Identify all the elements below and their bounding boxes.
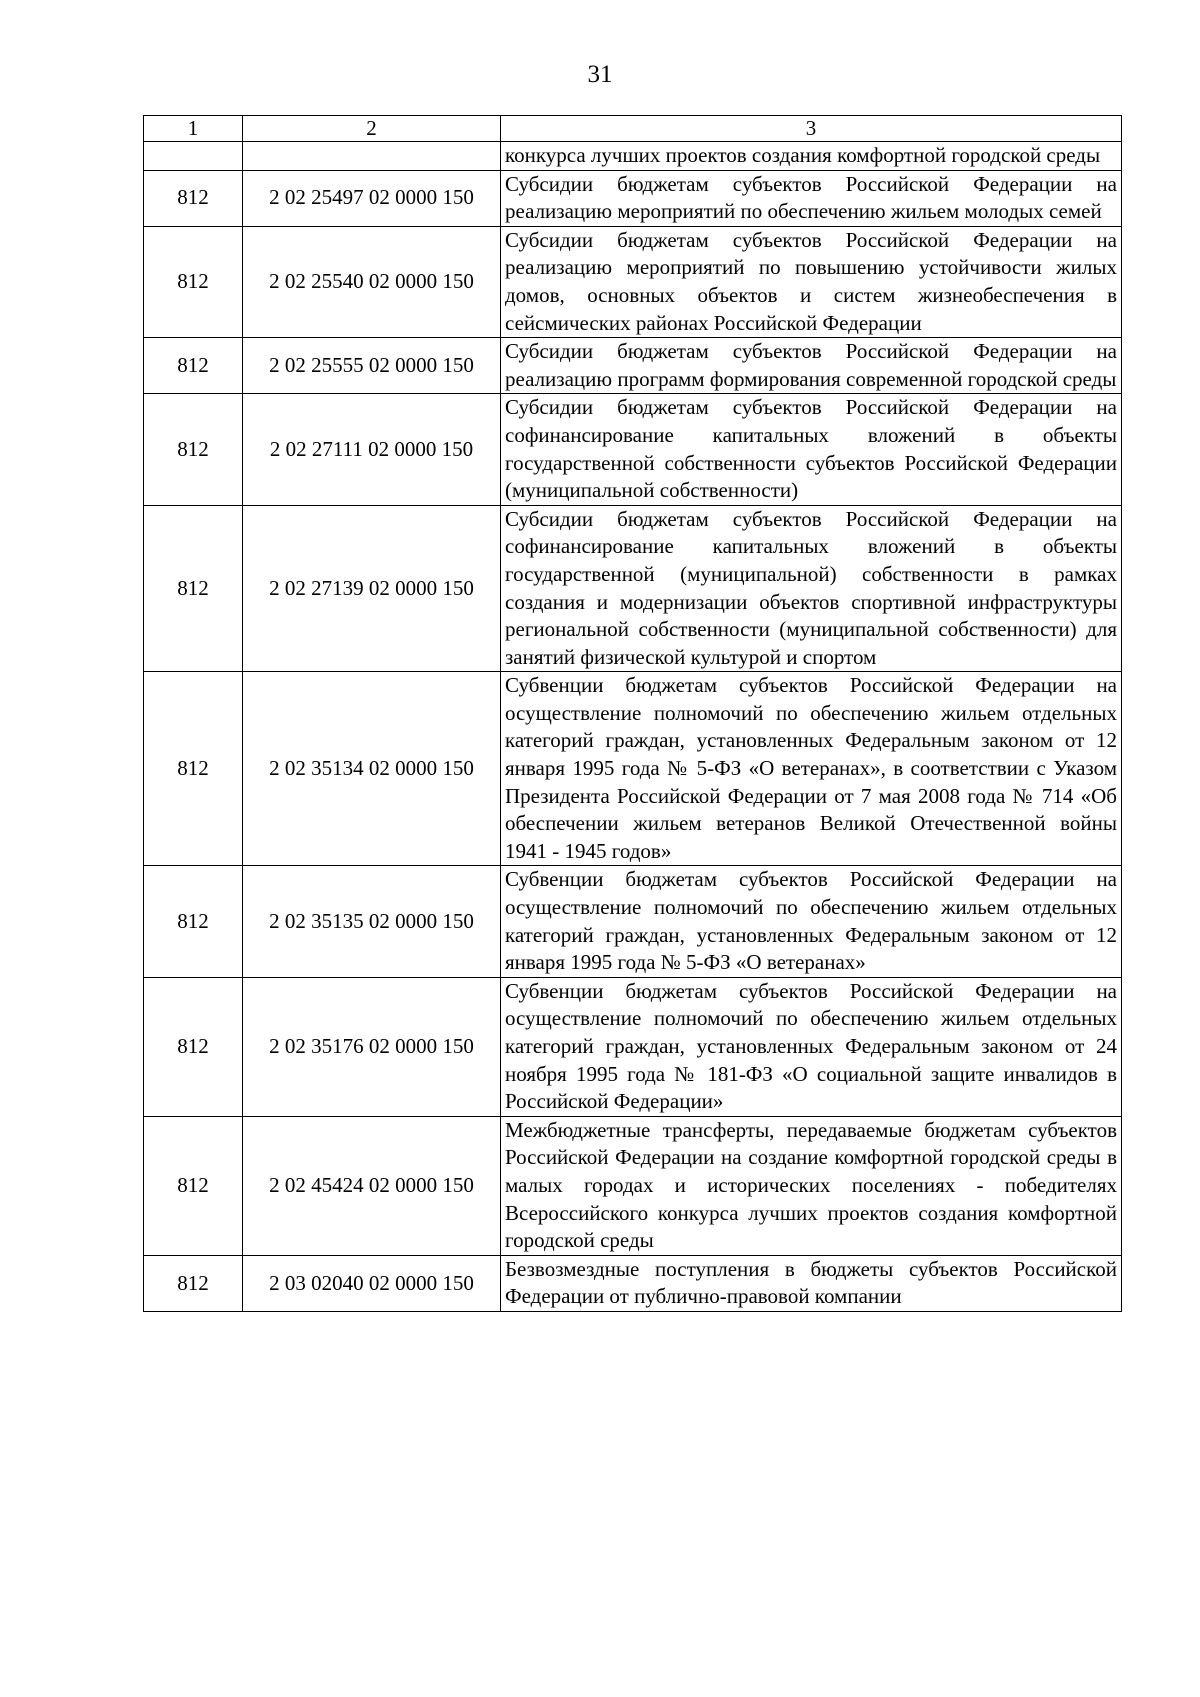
admin-code-cell: 812: [144, 394, 243, 505]
budget-code-cell: 2 02 35176 02 0000 150: [243, 977, 501, 1116]
admin-code-cell: 812: [144, 672, 243, 866]
description-cell: Субсидии бюджетам субъектов Российской Федерации на реализацию мероприятий по обеспечению жильем молодых семей: [501, 170, 1122, 226]
table-row: [144, 977, 1122, 1116]
admin-code-cell: 812: [144, 505, 243, 672]
header-col-1: 1: [144, 116, 243, 142]
budget-code-cell: 2 02 27139 02 0000 150: [243, 505, 501, 672]
budget-code-cell: 2 02 35134 02 0000 150: [243, 672, 501, 866]
admin-code-cell: 812: [144, 338, 243, 394]
budget-code-cell: 2 03 02040 02 0000 150: [243, 1255, 501, 1311]
budget-code-cell: [243, 142, 501, 171]
table-row: [144, 142, 1122, 171]
description-cell: Субсидии бюджетам субъектов Российской Федерации на софинансирование капитальных вложений в объекты государственной (муниципальной) собственности в рамках создания и модернизации объектов спортивной инфраструктуры региональной собственности (муниципальной собственности) для занятий физической культурой и спортом: [501, 505, 1122, 672]
budget-revenue-table: [143, 115, 1122, 1312]
admin-code-cell: 812: [144, 977, 243, 1116]
budget-code-cell: 2 02 45424 02 0000 150: [243, 1116, 501, 1255]
page-number: 31: [587, 61, 613, 88]
table-row: [144, 338, 1122, 394]
description-cell: Субсидии бюджетам субъектов Российской Федерации на реализацию мероприятий по повышению устойчивости жилых домов, основных объектов и систем жизнеобеспечения в сейсмических районах Российской Федерации: [501, 226, 1122, 337]
budget-code-cell: 2 02 25540 02 0000 150: [243, 226, 501, 337]
budget-code-cell: 2 02 25555 02 0000 150: [243, 338, 501, 394]
budget-code-cell: 2 02 35135 02 0000 150: [243, 866, 501, 977]
table-row: [144, 672, 1122, 866]
admin-code-cell: 812: [144, 1116, 243, 1255]
description-cell: Субвенции бюджетам субъектов Российской Федерации на осуществление полномочий по обеспечению жильем отдельных категорий граждан, установленных Федеральным законом от 12 января 1995 года № 5-ФЗ «О ветеранах»: [501, 866, 1122, 977]
description-cell: конкурса лучших проектов создания комфортной городской среды: [501, 142, 1122, 171]
table-row: [144, 505, 1122, 672]
table-row: [144, 226, 1122, 337]
table-row: [144, 1116, 1122, 1255]
description-cell: Межбюджетные трансферты, передаваемые бюджетам субъектов Российской Федерации на создание комфортной городской среды в малых городах и исторических поселениях - победителях Всероссийского конкурса лучших проектов создания комфортной городской среды: [501, 1116, 1122, 1255]
table-header-row: [144, 116, 1122, 142]
admin-code-cell: [144, 142, 243, 171]
table-row: [144, 1255, 1122, 1311]
table-row: [144, 866, 1122, 977]
description-cell: Субвенции бюджетам субъектов Российской Федерации на осуществление полномочий по обеспечению жильем отдельных категорий граждан, установленных Федеральным законом от 12 января 1995 года № 5-ФЗ «О ветеранах», в соответствии с Указом Президента Российской Федерации от 7 мая 2008 года № 714 «Об обеспечении жильем ветеранов Великой Отечественной войны 1941 - 1945 годов»: [501, 672, 1122, 866]
table-row: [144, 170, 1122, 226]
description-cell: Безвозмездные поступления в бюджеты субъектов Российской Федерации от публично-правовой компании: [501, 1255, 1122, 1311]
budget-code-cell: 2 02 27111 02 0000 150: [243, 394, 501, 505]
admin-code-cell: 812: [144, 1255, 243, 1311]
description-cell: Субсидии бюджетам субъектов Российской Федерации на реализацию программ формирования современной городской среды: [501, 338, 1122, 394]
admin-code-cell: 812: [144, 226, 243, 337]
description-cell: Субсидии бюджетам субъектов Российской Федерации на софинансирование капитальных вложений в объекты государственной собственности субъектов Российской Федерации (муниципальной собственности): [501, 394, 1122, 505]
admin-code-cell: 812: [144, 170, 243, 226]
table-row: [144, 394, 1122, 505]
description-cell: Субвенции бюджетам субъектов Российской Федерации на осуществление полномочий по обеспечению жильем отдельных категорий граждан, установленных Федеральным законом от 24 ноября 1995 года № 181-ФЗ «О социальной защите инвалидов в Российской Федерации»: [501, 977, 1122, 1116]
header-col-2: 2: [243, 116, 501, 142]
admin-code-cell: 812: [144, 866, 243, 977]
header-col-3: 3: [501, 116, 1122, 142]
budget-code-cell: 2 02 25497 02 0000 150: [243, 170, 501, 226]
